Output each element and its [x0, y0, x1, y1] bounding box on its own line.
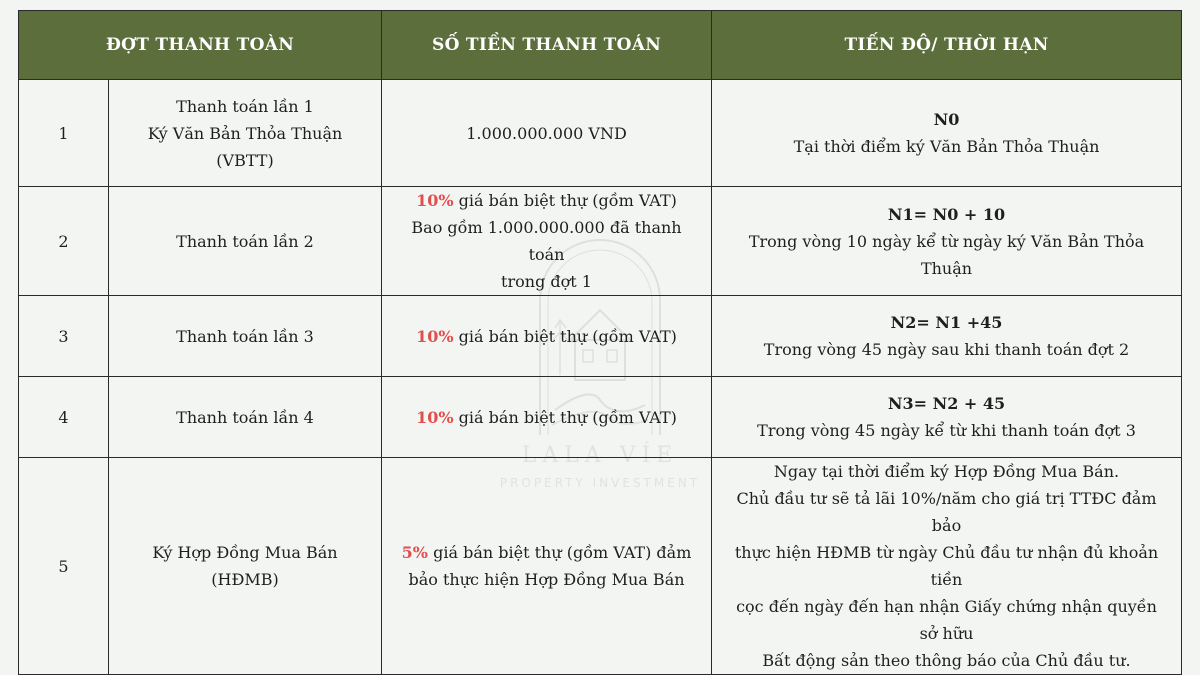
deadline-title: N2= N1 +45: [890, 313, 1003, 332]
amount-cell: [382, 458, 712, 675]
table-row: [19, 458, 1182, 675]
payment-schedule-table: [18, 10, 1182, 675]
amount-line: giá bán biệt thự (gồm VAT) đảm: [428, 543, 692, 562]
stage-line: Thanh toán lần 3: [176, 326, 314, 346]
amount-line: giá bán biệt thự (gồm VAT): [453, 191, 677, 210]
stage-cell: [109, 80, 382, 187]
amount-line: Bao gồm 1.000.000.000 đã thanh toán: [411, 218, 682, 264]
deadline-line: cọc đến ngày đến hạn nhận Giấy chứng nhận quyền sở hữu: [736, 597, 1157, 643]
stage-line: Thanh toán lần 4: [176, 407, 314, 427]
table-row: [19, 296, 1182, 377]
amount-line: giá bán biệt thự (gồm VAT): [453, 326, 677, 346]
amount-cell: [382, 187, 712, 296]
header-payment-stage: ĐỢT THANH TOÀN: [19, 11, 382, 80]
amount-line: bảo thực hiện Hợp Đồng Mua Bán: [408, 570, 685, 589]
stage-line: Thanh toán lần 1: [176, 96, 314, 116]
deadline-cell: [712, 296, 1182, 377]
deadline-line: Ngay tại thời điểm ký Hợp Đồng Mua Bán.: [773, 462, 1120, 481]
header-row: [19, 11, 1182, 80]
amount-line: giá bán biệt thự (gồm VAT): [453, 407, 677, 427]
deadline-cell: [712, 187, 1182, 296]
table-row: [19, 187, 1182, 296]
header-deadline: TIẾN ĐỘ/ THỜI HẠN: [712, 11, 1182, 80]
row-number: 4: [19, 377, 109, 458]
table-row: [19, 377, 1182, 458]
deadline-line: Trong vòng 45 ngày kể từ khi thanh toán đợt 3: [757, 421, 1136, 440]
row-number: 3: [19, 296, 109, 377]
deadline-title: N0: [933, 110, 960, 129]
deadline-line: Trong vòng 45 ngày sau khi thanh toán đợt 2: [763, 340, 1130, 359]
deadline-line: Bất động sản theo thông báo của Chủ đầu tư.: [762, 651, 1131, 670]
amount-line: trong đợt 1: [501, 272, 592, 291]
row-number: 1: [19, 80, 109, 187]
deadline-line: thực hiện HĐMB từ ngày Chủ đầu tư nhận đủ khoản tiền: [734, 543, 1159, 589]
deadline-cell: [712, 80, 1182, 187]
stage-line: (VBTT): [216, 150, 274, 170]
stage-cell: [109, 296, 382, 377]
deadline-line: Tại thời điểm ký Văn Bản Thỏa Thuận: [793, 137, 1100, 156]
stage-line: (HĐMB): [211, 570, 279, 589]
row-number: 2: [19, 187, 109, 296]
watermark-tagline: PROPERTY INVESTMENT: [499, 476, 701, 490]
deadline-cell: [712, 458, 1182, 675]
deadline-line: Trong vòng 10 ngày kể từ ngày ký Văn Bản Thỏa Thuận: [748, 231, 1145, 278]
header-amount: SỐ TIỀN THANH TOÁN: [382, 11, 712, 80]
amount-percent: 10%: [416, 407, 454, 427]
stage-line: Thanh toán lần 2: [176, 231, 314, 251]
amount-cell: [382, 296, 712, 377]
table-row: [19, 80, 1182, 187]
stage-line: Ký Văn Bản Thỏa Thuận: [147, 123, 343, 143]
amount-line: 1.000.000.000 VND: [466, 123, 627, 143]
stage-cell: [109, 377, 382, 458]
deadline-title: N3= N2 + 45: [887, 394, 1006, 413]
amount-percent: 5%: [401, 543, 429, 562]
stage-cell: [109, 458, 382, 675]
row-number: 5: [19, 458, 109, 675]
deadline-title: N1= N0 + 10: [887, 204, 1006, 224]
stage-cell: [109, 187, 382, 296]
amount-percent: 10%: [416, 326, 454, 346]
amount-percent: 10%: [416, 191, 454, 210]
deadline-cell: [712, 377, 1182, 458]
stage-line: Ký Hợp Đồng Mua Bán: [152, 543, 338, 562]
amount-cell: [382, 377, 712, 458]
amount-cell: [382, 80, 712, 187]
deadline-line: Chủ đầu tư sẽ tả lãi 10%/năm cho giá trị TTĐC đảm bảo: [736, 489, 1157, 535]
watermark-brand: LALA VÍE: [521, 443, 679, 468]
